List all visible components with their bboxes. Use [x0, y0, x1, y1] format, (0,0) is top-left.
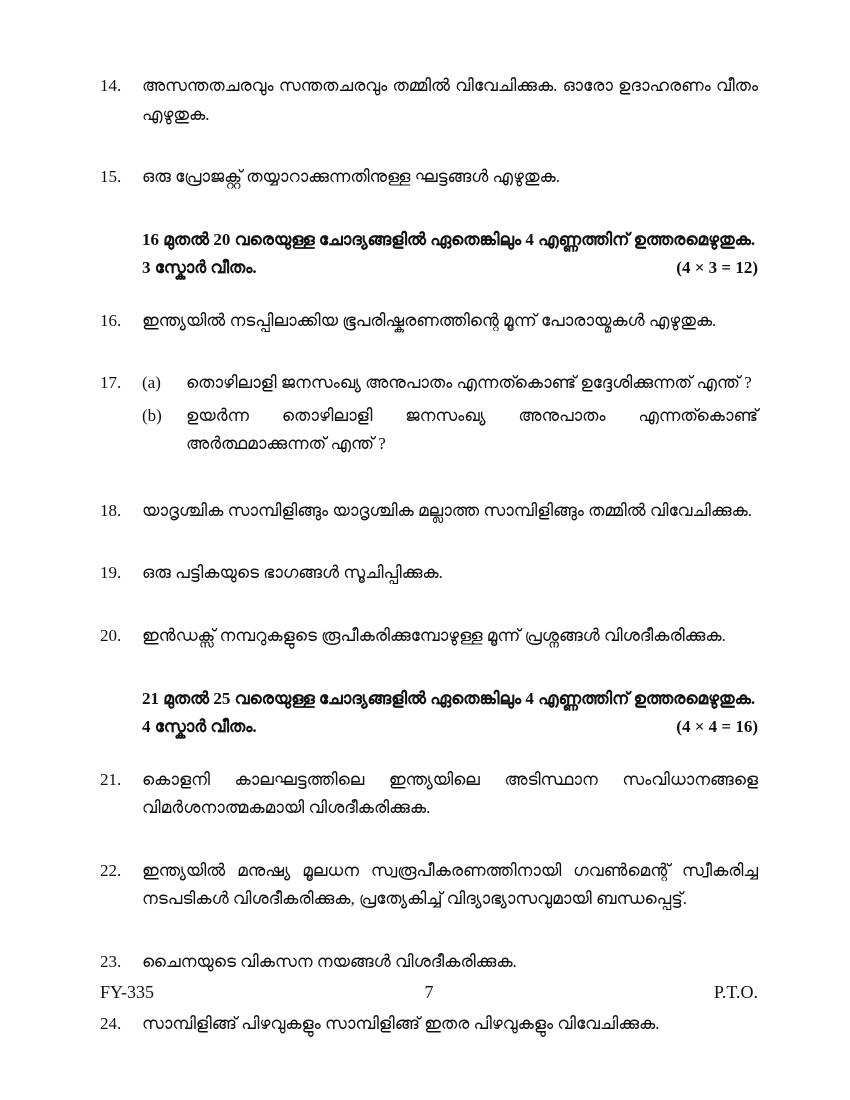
question-number: 23. [100, 951, 122, 971]
question-19 [100, 559, 758, 588]
question-15 [100, 163, 758, 192]
subpart-text: ഉയർന്ന തൊഴിലാളി ജനസംഖ്യ അനുപാതം എന്നത്കൊണ്ട് അർത്ഥമാക്കുന്നത് എന്ത് ? [186, 405, 758, 454]
section-b-instruction [142, 685, 758, 742]
subpart-b [142, 402, 758, 459]
question-23 [100, 948, 758, 977]
question-20 [100, 622, 758, 651]
question-number: 17. [100, 373, 122, 393]
section-a-instruction [142, 226, 758, 283]
question-number: 15. [100, 167, 122, 187]
question-22 [100, 857, 758, 914]
question-number: 21. [100, 769, 122, 789]
question-text: അസന്തതചരവും സന്തതചരവും തമ്മിൽ വിവേചിക്കുക. ഓരോ ഉദാഹരണം വീതം എഴുതുക. [142, 76, 758, 124]
subpart-label: (b) [142, 405, 162, 425]
section-marks: (4 × 4 = 16) [676, 717, 758, 737]
section-score-note: 3 സ്കോർ വീതം. [142, 258, 257, 278]
question-number: 16. [100, 310, 122, 330]
question-text: യാദൃശ്ചിക സാമ്പിളിങ്ങും യാദൃശ്ചിക മല്ലാത്ത സാമ്പിളിങ്ങും തമ്മിൽ വിവേചിക്കുക. [142, 500, 753, 520]
question-16 [100, 307, 758, 336]
question-text: ഇന്ത്യയിൽ നടപ്പിലാക്കിയ ഭൂപരിഷ്കരണത്തിന്റെ മൂന്ന് പോരായ്മകൾ എഴുതുക. [142, 310, 717, 330]
section-marks: (4 × 3 = 12) [676, 258, 758, 278]
question-text: ഒരു പ്രോജക്റ്റ് തയ്യാറാക്കുന്നതിനുള്ള ഘട്ടങ്ങൾ എഴുതുക. [142, 167, 560, 187]
footer-paper-code: FY-335 [100, 982, 155, 1002]
question-17 [100, 369, 758, 463]
section-instruction-text: 21 മുതൽ 25 വരെയുള്ള ചോദ്യങ്ങളിൽ ഏതെങ്കിലും 4 എണ്ണത്തിന് ഉത്തരമെഴുതുക. [142, 688, 756, 708]
question-number: 24. [100, 1014, 122, 1034]
question-list [100, 72, 758, 1073]
footer-pto: P.T.O. [713, 982, 758, 1002]
question-number: 18. [100, 500, 122, 520]
question-text: സാമ്പിളിങ്ങ് പിഴവുകളും സാമ്പിളിങ്ങ് ഇതര പിഴവുകളും വിവേചിക്കുക. [142, 1014, 660, 1034]
page-footer [100, 982, 758, 1003]
footer-page-number: 7 [424, 982, 434, 1002]
question-subparts [142, 369, 758, 463]
question-text: ഇൻഡക്സ് നമ്പറുകളുടെ രൂപീകരിക്കുമ്പോഴുള്ള മൂന്ന് പ്രശ്നങ്ങൾ വിശദീകരിക്കുക. [142, 626, 726, 646]
question-18 [100, 497, 758, 526]
question-text: കൊളനി കാലഘട്ടത്തിലെ ഇന്ത്യയിലെ അടിസ്ഥാന സംവിധാനങ്ങളെ വിമർശനാത്മകമായി വിശദീകരിക്കുക. [142, 769, 758, 818]
section-instruction-text: 16 മുതൽ 20 വരെയുള്ള ചോദ്യങ്ങളിൽ ഏതെങ്കിലും 4 എണ്ണത്തിന് ഉത്തരമെഴുതുക. [142, 229, 756, 249]
subpart-text: തൊഴിലാളി ജനസംഖ്യ അനുപാതം എന്നത്കൊണ്ട് ഉദ്ദേശിക്കുന്നത് എന്ത് ? [186, 373, 752, 393]
subpart-a [142, 369, 758, 398]
question-number: 14. [100, 76, 122, 95]
section-score-note: 4 സ്കോർ വീതം. [142, 717, 257, 737]
question-text: ഒരു പട്ടികയുടെ ഭാഗങ്ങൾ സൂചിപ്പിക്കുക. [142, 563, 443, 583]
question-text: ചൈനയുടെ വികസന നയങ്ങൾ വിശദീകരിക്കുക. [142, 951, 517, 971]
question-24 [100, 1010, 758, 1039]
question-number: 22. [100, 860, 122, 880]
question-21 [100, 766, 758, 823]
question-number: 19. [100, 563, 122, 583]
question-number: 20. [100, 626, 122, 646]
question-14 [100, 72, 758, 129]
subpart-label: (a) [142, 373, 161, 393]
question-text: ഇന്ത്യയിൽ മനുഷ്യ മൂലധന സ്വരൂപീകരണത്തിനായി ഗവൺമെന്റ് സ്വീകരിച്ച നടപടികൾ വിശദീകരിക്കുക, പ്രത്യേകിച്ച് വിദ്യാഭ്യാസവുമായി ബന്ധപ്പെട്ട്. [142, 860, 758, 909]
